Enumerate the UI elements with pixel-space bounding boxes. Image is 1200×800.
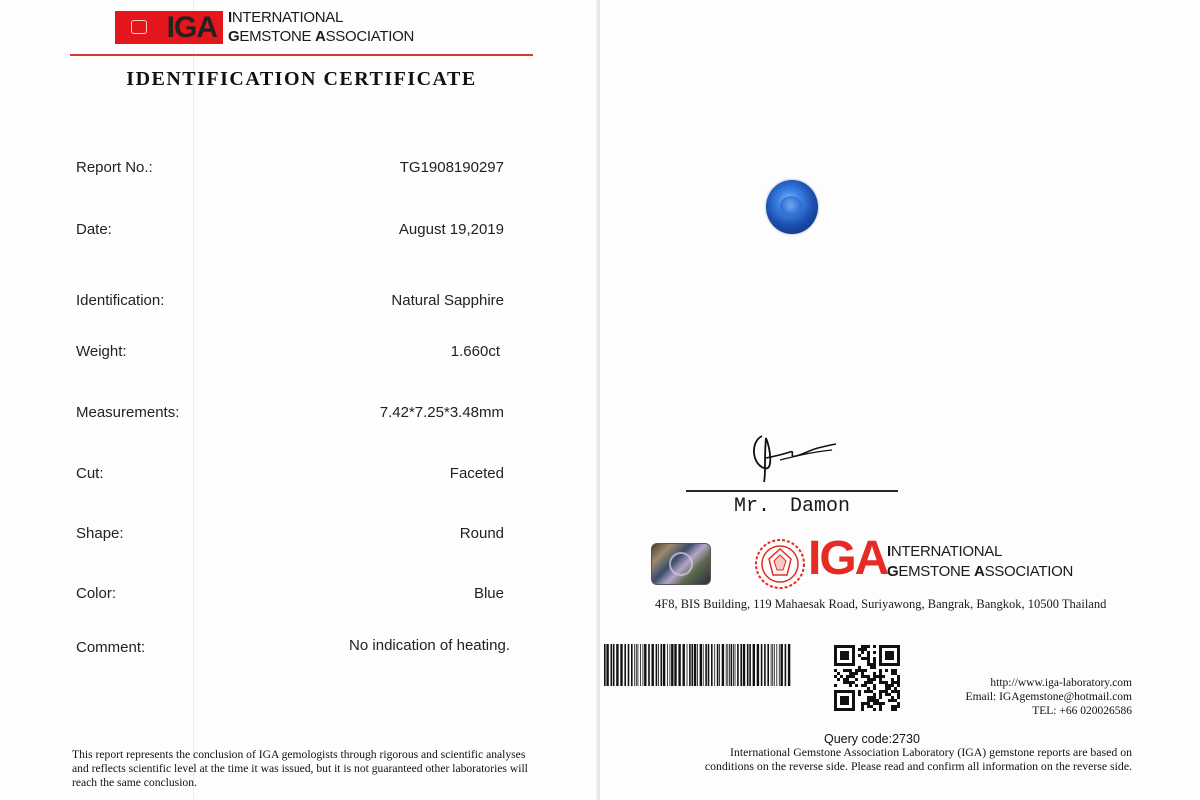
org-name-line1: INTERNATIONAL bbox=[228, 9, 344, 26]
field-label: Identification: bbox=[76, 292, 165, 309]
query-code: Query code:2730 bbox=[824, 732, 920, 746]
field-value: Faceted bbox=[449, 465, 504, 482]
field-measurements bbox=[76, 404, 514, 426]
field-color bbox=[76, 585, 514, 607]
field-report-no bbox=[76, 159, 514, 181]
website-text: http://www.iga-laboratory.com bbox=[990, 677, 1132, 689]
email-text: Email: IGAgemstone@hotmail.com bbox=[965, 691, 1132, 703]
diamond-seal-icon bbox=[131, 20, 147, 34]
field-label: Cut: bbox=[76, 465, 104, 482]
qr-code-icon bbox=[834, 645, 900, 711]
hologram-ring bbox=[669, 552, 693, 576]
contact-info bbox=[966, 676, 1132, 718]
sapphire-photo bbox=[766, 180, 818, 234]
field-value: August 19,2019 bbox=[398, 221, 504, 238]
field-label: Color: bbox=[76, 585, 117, 602]
iga-logo bbox=[115, 11, 223, 44]
field-label: Shape: bbox=[76, 525, 124, 542]
certificate-title: IDENTIFICATION CERTIFICATE bbox=[126, 68, 477, 90]
organization-name-footer bbox=[887, 542, 1073, 582]
field-label: Weight: bbox=[76, 343, 127, 360]
field-value: TG1908190297 bbox=[399, 159, 504, 176]
field-label: Report No.: bbox=[76, 159, 153, 176]
lab-address: 4F8, BIS Building, 119 Mahaesak Road, Suriyawong, Bangrak, Bangkok, 10500 Thailand bbox=[655, 597, 1107, 611]
field-value: Blue bbox=[473, 585, 504, 602]
hologram-sticker bbox=[651, 543, 711, 585]
gem-facet bbox=[780, 196, 802, 216]
org-name-line2: GEMSTONE ASSOCIATION bbox=[887, 563, 1073, 580]
field-value: Natural Sapphire bbox=[391, 292, 504, 309]
iga-logo-large: IGA bbox=[808, 532, 888, 585]
phone-text: TEL: +66 020026586 bbox=[1032, 705, 1132, 717]
signature-icon bbox=[740, 428, 840, 484]
barcode-icon bbox=[604, 644, 794, 686]
field-comment bbox=[76, 639, 514, 661]
field-value: 1.660ct bbox=[450, 343, 500, 360]
field-label: Date: bbox=[76, 221, 112, 238]
field-value: Round bbox=[459, 525, 504, 542]
organization-name bbox=[228, 8, 414, 46]
field-cut bbox=[76, 465, 514, 487]
terms-notice: International Gemstone Association Laboratory (IGA) gemstone reports are based on conditions on the reverse side. Please read and confirm all information on the reverse side. bbox=[704, 745, 1132, 773]
signer-name: Mr. Damon bbox=[733, 495, 851, 518]
field-label: Measurements: bbox=[76, 404, 180, 421]
signature-line bbox=[686, 490, 898, 492]
field-identification bbox=[76, 292, 514, 314]
org-name-line2: GEMSTONE ASSOCIATION bbox=[228, 28, 414, 45]
field-weight bbox=[76, 343, 514, 365]
field-shape bbox=[76, 525, 514, 547]
field-value: 7.42*7.25*3.48mm bbox=[379, 404, 504, 421]
disclaimer-text: This report represents the conclusion of IGA gemologists through rigorous and scientific analyses and reflects scientific level at the time it was issued, but it is not guaranteed other laboratories will reach the same conclusion. bbox=[72, 748, 528, 789]
org-name-line1: INTERNATIONAL bbox=[887, 543, 1003, 560]
field-label: Comment: bbox=[76, 639, 146, 656]
iga-seal-icon bbox=[754, 538, 806, 590]
field-date bbox=[76, 221, 514, 243]
paper-crease bbox=[193, 0, 194, 800]
logo-text: IGA bbox=[166, 11, 217, 44]
header-divider bbox=[70, 54, 533, 56]
field-value: No indication of heating. bbox=[349, 637, 510, 654]
